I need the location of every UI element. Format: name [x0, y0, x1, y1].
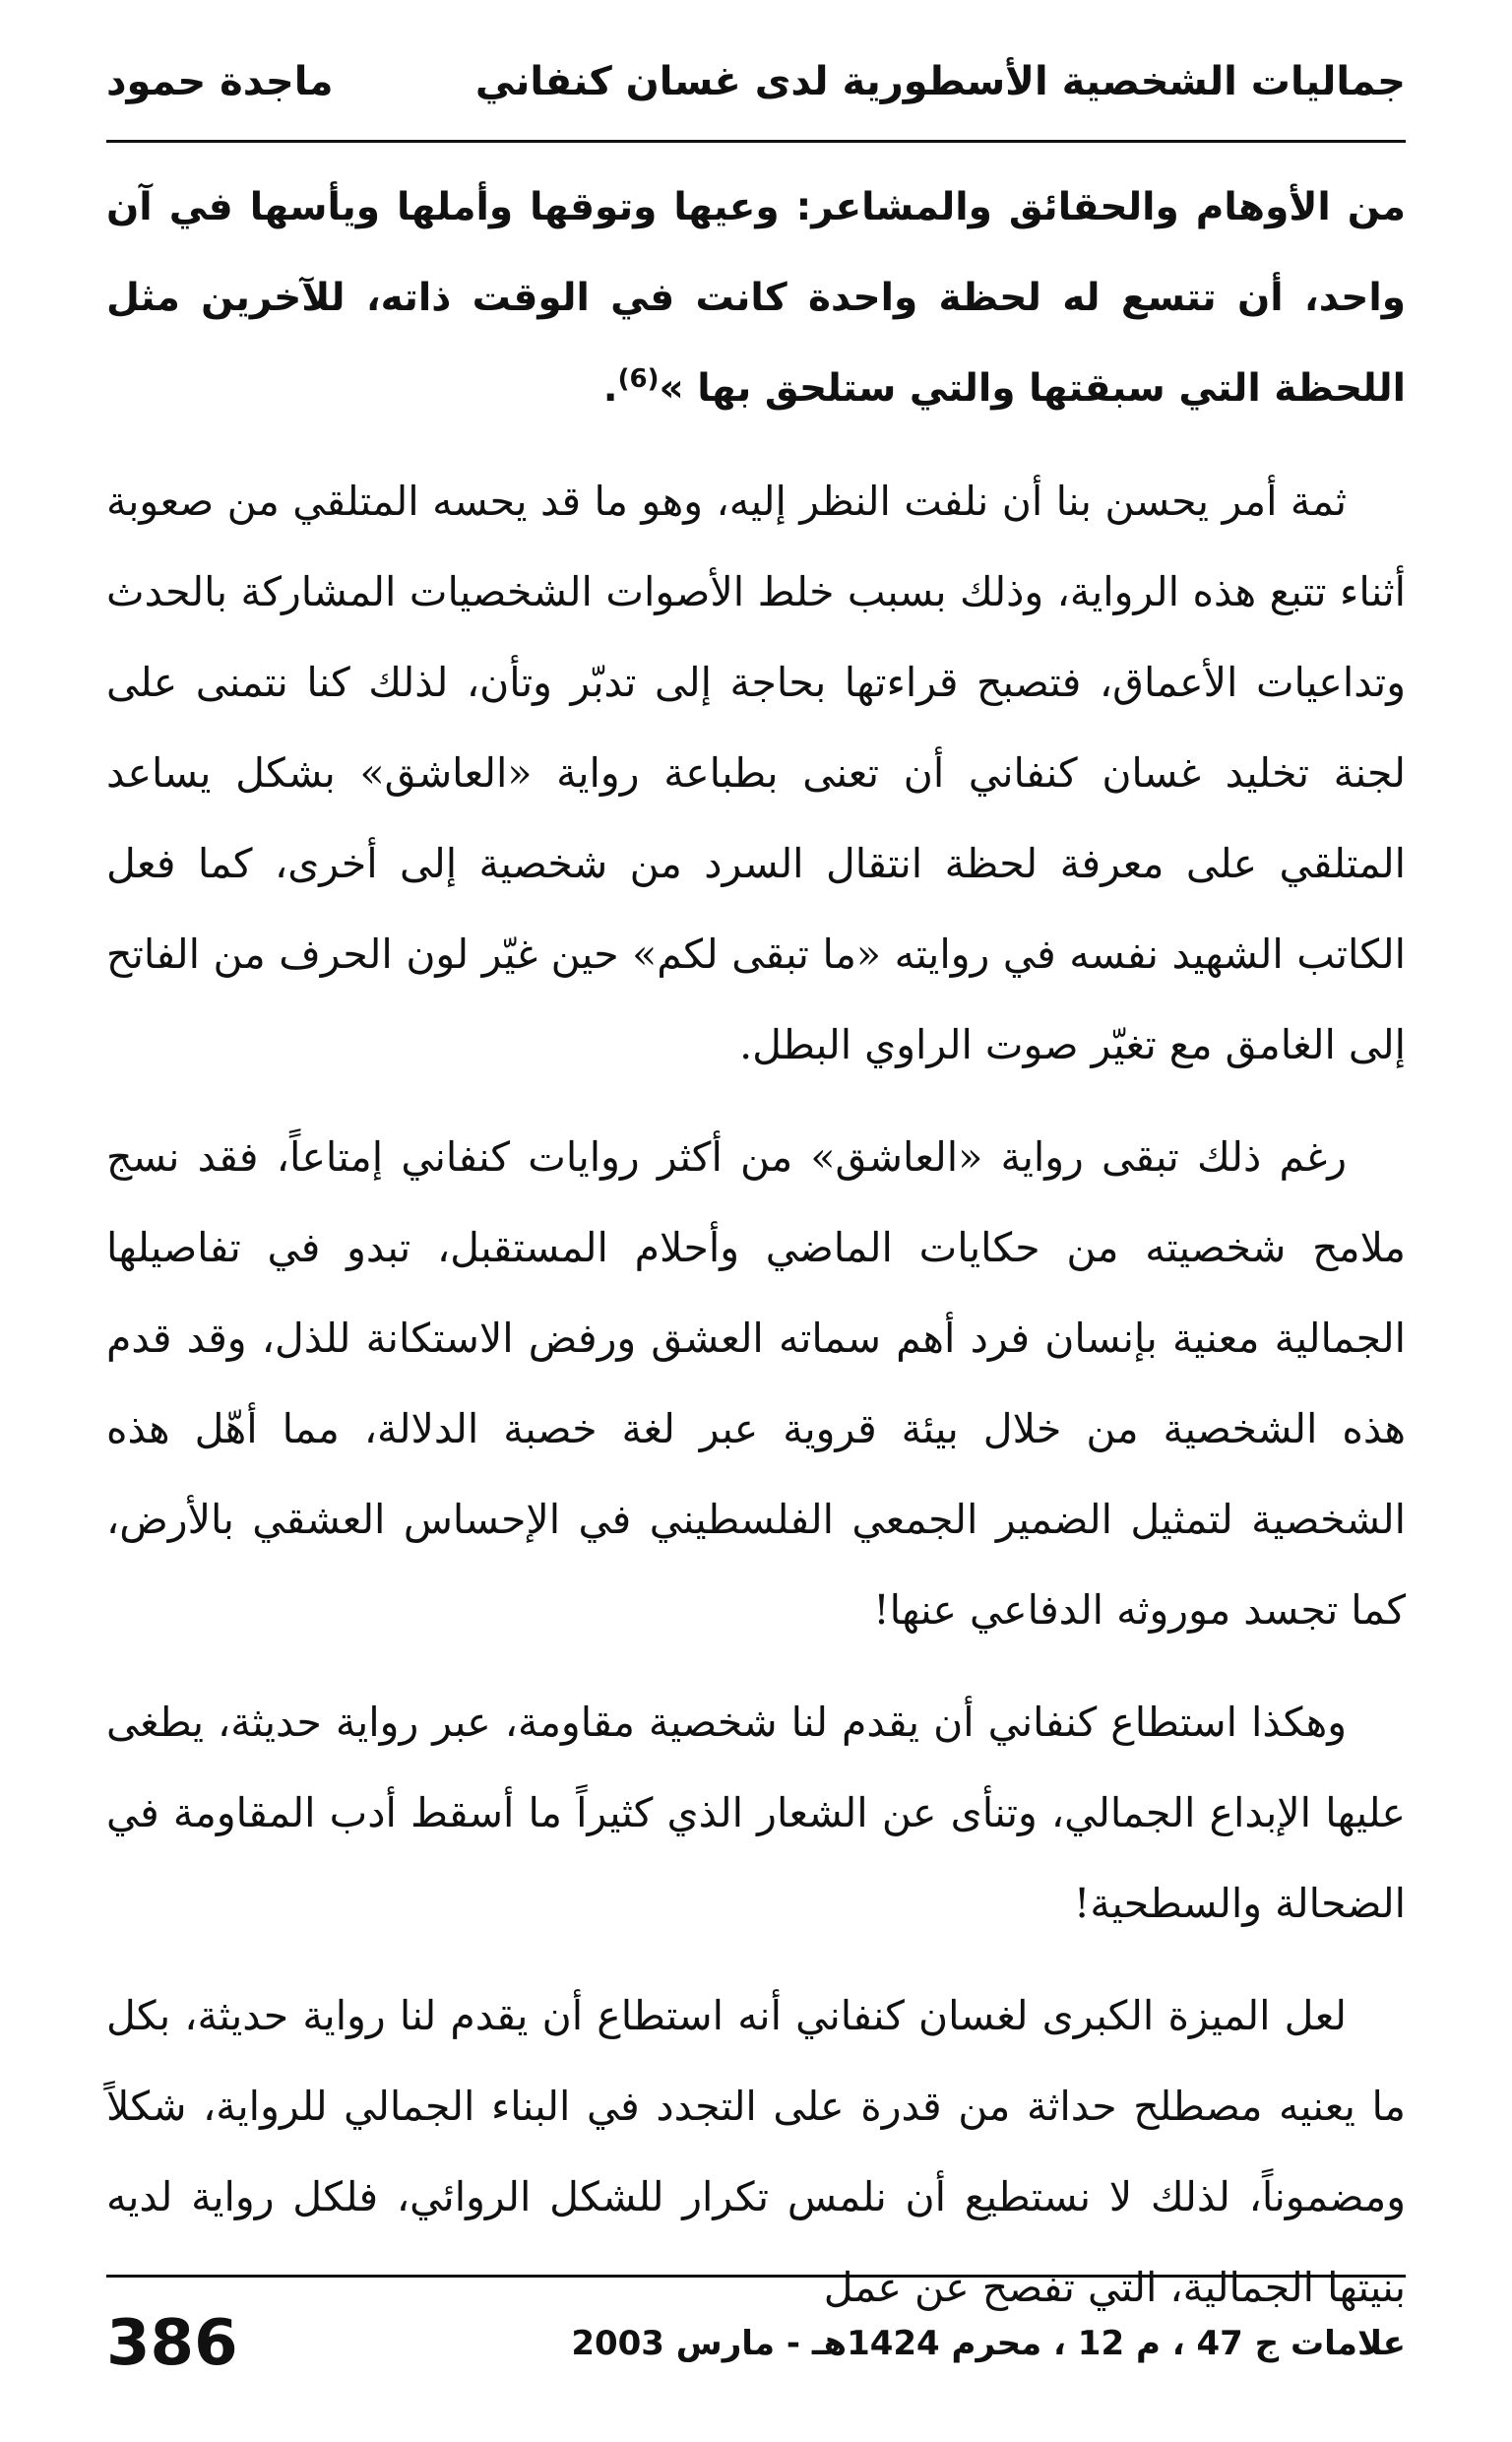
body-text	[106, 162, 1406, 2354]
paragraph: ثمة أمر يحسن بنا أن نلفت النظر إليه، وهو ما قد يحسه المتلقي من صعوبة أثناء تتبع هذه الرواية، وذلك بسبب خلط الأصوات الشخصيات المشاركة بالحدث وتداعيات الأعماق، فتصبح قراءتها بحاجة إلى تدبّر وتأن، لذلك كنا نتمنى على لجنة تخليد غسان كنفاني أن تعنى بطباعة رواية «العاشق» بشكل يساعد المتلقي على معرفة لحظة انتقال السرد من شخصية إلى أخرى، كما فعل الكاتب الشهيد نفسه في روايته «ما تبقى لكم» حين غيّر لون الحرف من الفاتح إلى الغامق مع تغيّر صوت الراوي البطل.	[106, 478, 1406, 1068]
paragraph: رغم ذلك تبقى رواية «العاشق» من أكثر روايات كنفاني إمتاعاً، فقد نسج ملامح شخصيته من حكايات الماضي وأحلام المستقبل، تبدو في تفاصيلها الجمالية معنية بإنسان فرد أهم سماته العشق ورفض الاستكانة للذل، وقد قدم هذه الشخصية من خلال بيئة قروية عبر لغة خصبة الدلالة، مما أهّل هذه الشخصية لتمثيل الضمير الجمعي الفلسطيني في الإحساس العشقي بالأرض، كما تجسد موروثه الدفاعي عنها!	[106, 1133, 1406, 1634]
paragraph: لعل الميزة الكبرى لغسان كنفاني أنه استطاع أن يقدم لنا رواية حديثة، بكل ما يعنيه مصطلح حداثة من قدرة على التجدد في البناء الجمالي للرواية، شكلاً ومضموناً، لذلك لا نستطيع أن نلمس تكرار للشكل الروائي، فلكل رواية لديه بنيتها الجمالية، التي تفصح عن عمل	[106, 1992, 1406, 2311]
page-footer	[106, 2299, 1406, 2388]
footnote-marker: (6)	[617, 364, 660, 394]
quoted-passage: من الأوهام والحقائق والمشاعر: وعيها وتوقها وأملها ويأسها في آن واحد، أن تتسع له لحظة واحدة كانت في الوقت ذاته، للآخرين مثل اللحظة التي سبقتها والتي ستلحق بها »$^{(6)}$.	[106, 185, 1406, 411]
running-head-title: جماليات الشخصية الأسطورية لدى غسان كنفاني	[474, 59, 1406, 104]
running-head-author: ماجدة حمود	[106, 59, 334, 104]
footer-rule	[106, 2275, 1406, 2278]
header-rule	[106, 140, 1406, 143]
journal-issue-info: علامات ج 47 ، م 12 ، محرم 1424هـ - مارس 2003	[571, 2324, 1406, 2363]
page-number: 386	[106, 2307, 238, 2380]
paragraph: وهكذا استطاع كنفاني أن يقدم لنا شخصية مقاومة، عبر رواية حديثة، يطغى عليها الإبداع الجمالي، وتنأى عن الشعار الذي كثيراً ما أسقط أدب المقاومة في الضحالة والسطحية!	[106, 1699, 1406, 1927]
running-head	[106, 47, 1406, 116]
